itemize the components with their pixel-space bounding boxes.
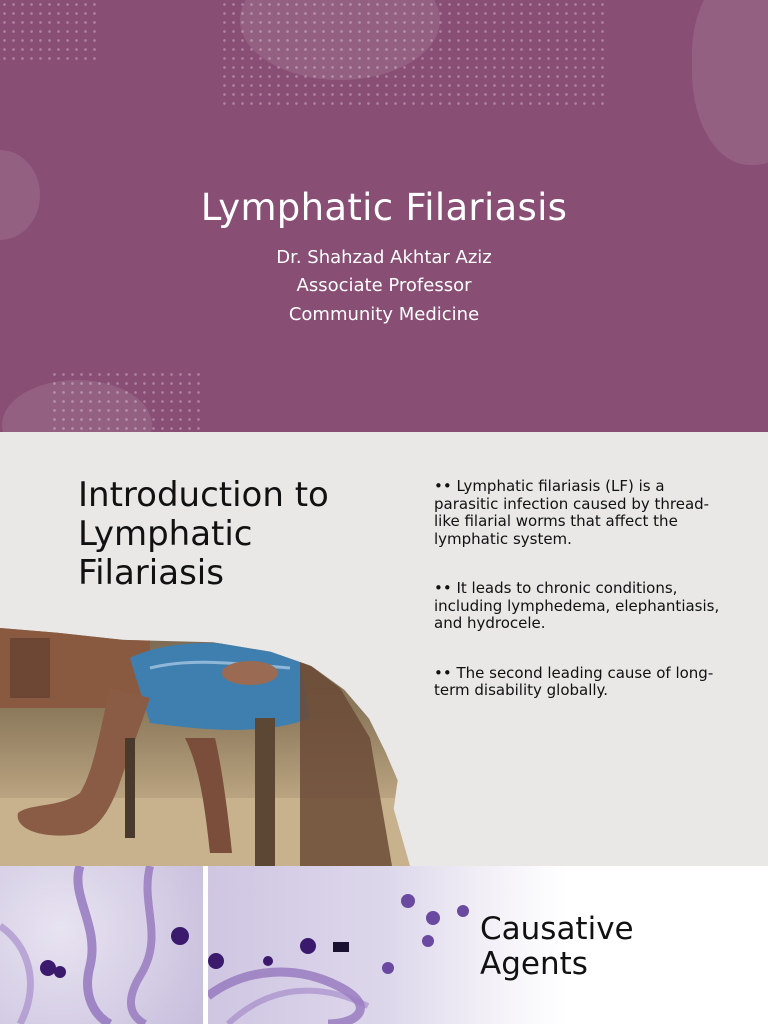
causative-agents-heading: Causative Agents — [480, 911, 634, 982]
decorative-blob — [692, 0, 768, 165]
decorative-dots — [50, 370, 200, 432]
patient-photo-illustration — [0, 628, 410, 866]
bullet-item: •• Lymphatic filariasis (LF) is a parasitic infection caused by thread-like filarial worms that affect the lymphatic system. — [434, 477, 710, 548]
author-position: Associate Professor — [296, 275, 472, 296]
bullet-item: •• It leads to chronic conditions, including lymphedema, elephantiasis, and hydrocele. — [434, 579, 720, 632]
bullet-item: •• The second leading cause of long-term disability globally. — [434, 663, 714, 699]
intro-heading: Introduction to Lymphatic Filariasis — [78, 475, 329, 593]
author-name: Dr. Shahzad Akhtar Aziz — [276, 247, 492, 268]
decorative-dots — [0, 0, 100, 60]
decorative-dots — [220, 0, 610, 105]
intro-slide — [0, 432, 768, 866]
bullet-list — [434, 478, 724, 732]
elephantiasis-patient-photo — [0, 628, 410, 866]
micrograph-left-illustration — [0, 866, 203, 1024]
causative-agents-slide — [0, 866, 768, 1024]
presentation-title: Lymphatic Filariasis — [200, 186, 568, 229]
microfilaria-micrograph — [0, 866, 203, 1024]
title-slide — [0, 0, 768, 432]
author-department: Community Medicine — [288, 304, 480, 325]
